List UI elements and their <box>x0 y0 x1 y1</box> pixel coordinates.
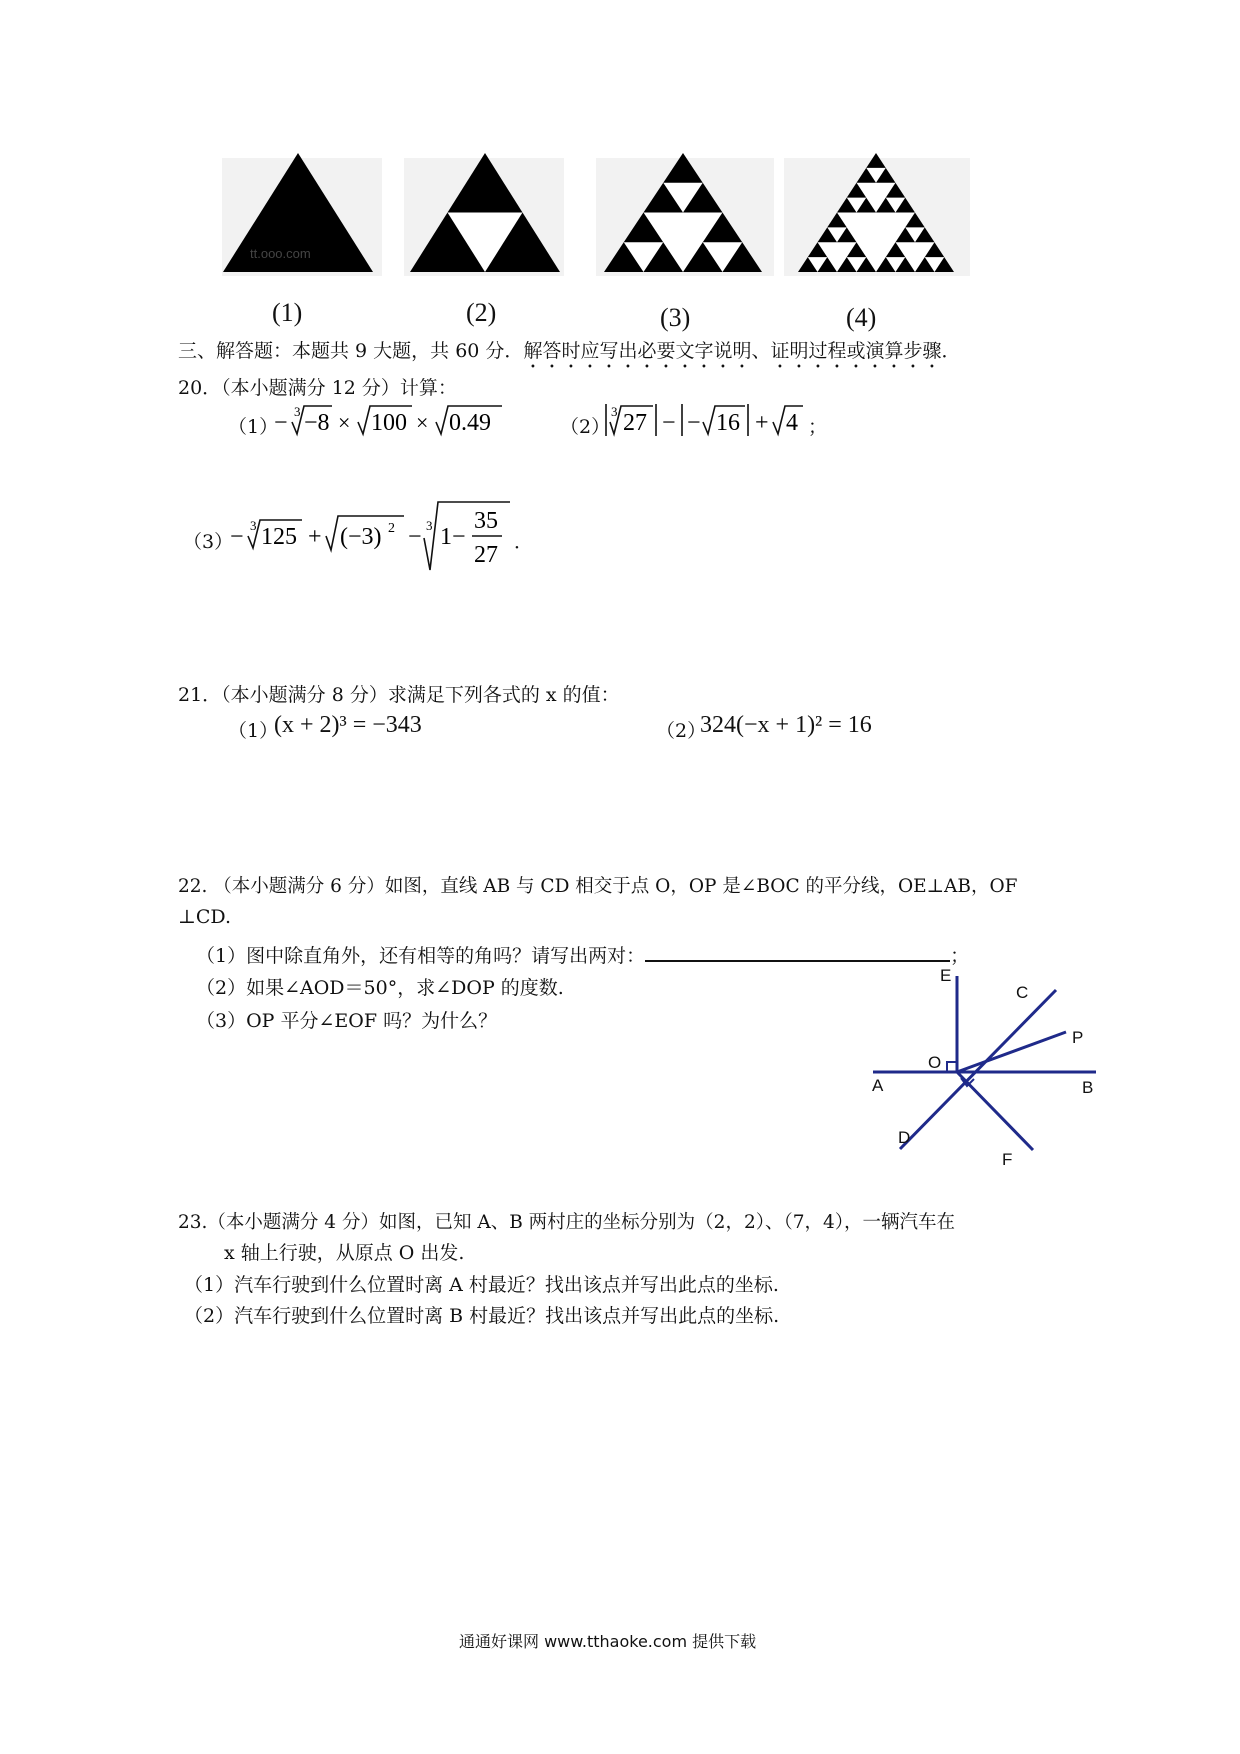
q23-title-line2: x 轴上行驶，从原点 O 出发. <box>224 1242 465 1264</box>
q20-part1-label: （1） <box>228 416 279 438</box>
label-c: C <box>1016 983 1029 1002</box>
figure-label-3: (3) <box>660 303 691 332</box>
q21-part2-expression: 324(−x + 1)² = 16 <box>700 712 872 738</box>
svg-text:×: × <box>416 410 429 435</box>
svg-text:100: 100 <box>371 410 407 436</box>
q22-part1 <box>196 940 969 968</box>
svg-text:+: + <box>755 410 769 436</box>
label-o: O <box>928 1053 942 1072</box>
svg-text:4: 4 <box>786 410 798 436</box>
section3-heading-end: ． <box>941 340 961 362</box>
q23-part2: （2）汽车行驶到什么位置时离 B 村最近？找出该点并写出此点的坐标. <box>184 1305 780 1327</box>
section3-heading-plain: 三、解答题：本题共 9 大题，共 60 分． <box>178 340 524 362</box>
label-e: E <box>940 966 952 985</box>
q20-part1-expression <box>270 400 510 440</box>
q21-title: 21．（本小题满分 8 分）求满足下列各式的 x 的值： <box>178 684 620 706</box>
q22-geometry-diagram <box>860 965 1110 1175</box>
svg-text:27: 27 <box>474 542 498 568</box>
svg-text:27: 27 <box>623 410 647 436</box>
q21-part1-expression: (x + 2)³ = −343 <box>274 712 422 738</box>
q21-part1-label: （1） <box>228 720 279 742</box>
svg-text:−8: −8 <box>304 410 330 436</box>
q20-part2-expression <box>603 400 823 440</box>
label-d: D <box>898 1128 911 1147</box>
page-footer: 通通好课网 www.tthaoke.com 提供下载 <box>459 1632 757 1651</box>
q21-part2-label: （2） <box>656 720 707 742</box>
svg-text:1−: 1− <box>440 524 466 550</box>
q20-part2-label: （2） <box>560 416 611 438</box>
label-f: F <box>1002 1150 1013 1169</box>
svg-text:0.49: 0.49 <box>449 410 491 436</box>
q20-part2-end: ； <box>808 416 828 438</box>
svg-text:+: + <box>308 524 322 550</box>
svg-text:−: − <box>230 524 244 550</box>
q23-title-line1: 23.（本小题满分 4 分）如图，已知 A、B 两村庄的坐标分别为（2，2）、（7，4），一辆汽车在 <box>178 1212 956 1233</box>
q22-part2: （2）如果∠AOD＝50°，求∠DOP 的度数. <box>196 977 564 999</box>
q22-title-line1: 22. （本小题满分 6 分）如图，直线 AB 与 CD 相交于点 O，OP 是∠BOC 的平分线，OE⊥AB，OF <box>178 876 1018 897</box>
svg-text:(−3): (−3) <box>340 524 382 550</box>
svg-text:−: − <box>687 410 701 436</box>
svg-text:×: × <box>338 410 351 435</box>
section3-heading-dotted: 解答时应写出必要文字说明、证明过程或演算步骤 <box>523 340 942 362</box>
figure-label-1: (1) <box>272 298 303 327</box>
svg-text:3: 3 <box>426 518 433 533</box>
svg-text:−: − <box>662 410 676 436</box>
svg-text:125: 125 <box>261 524 297 550</box>
line-cd <box>900 990 1056 1149</box>
q22-part3: （3）OP 平分∠EOF 吗？为什么？ <box>196 1010 498 1032</box>
q20-part3-expression <box>226 498 526 574</box>
section3-heading <box>178 336 960 373</box>
figure-label-4: (4) <box>846 303 877 332</box>
svg-text:35: 35 <box>474 508 498 534</box>
label-p: P <box>1072 1028 1084 1047</box>
q22-part1-end: ； <box>950 945 970 967</box>
q20-title: 20．（本小题满分 12 分）计算： <box>178 377 457 399</box>
q20-part3-end: ． <box>514 531 534 553</box>
svg-text:−: − <box>274 410 288 436</box>
q22-part1-text: （1）图中除直角外，还有相等的角吗？请写出两对： <box>196 945 646 967</box>
label-b: B <box>1082 1078 1094 1097</box>
svg-text:3: 3 <box>250 518 257 533</box>
svg-text:16: 16 <box>716 410 740 436</box>
figure-watermark: tt.ooo.com <box>250 246 311 261</box>
sierpinski-figures <box>0 0 1240 300</box>
svg-text:3: 3 <box>611 404 618 419</box>
svg-text:2: 2 <box>388 521 395 536</box>
figure-label-2: (2) <box>466 298 497 327</box>
q23-part1: （1）汽车行驶到什么位置时离 A 村最近？找出该点并写出此点的坐标. <box>184 1274 779 1296</box>
label-a: A <box>872 1076 884 1095</box>
svg-text:3: 3 <box>294 404 301 419</box>
q22-answer-blank[interactable] <box>645 940 950 962</box>
ray-op <box>957 1032 1066 1072</box>
q22-title-line2: ⊥CD. <box>178 906 232 928</box>
q20-part3-label: （3） <box>183 531 234 553</box>
svg-text:−: − <box>408 524 422 550</box>
